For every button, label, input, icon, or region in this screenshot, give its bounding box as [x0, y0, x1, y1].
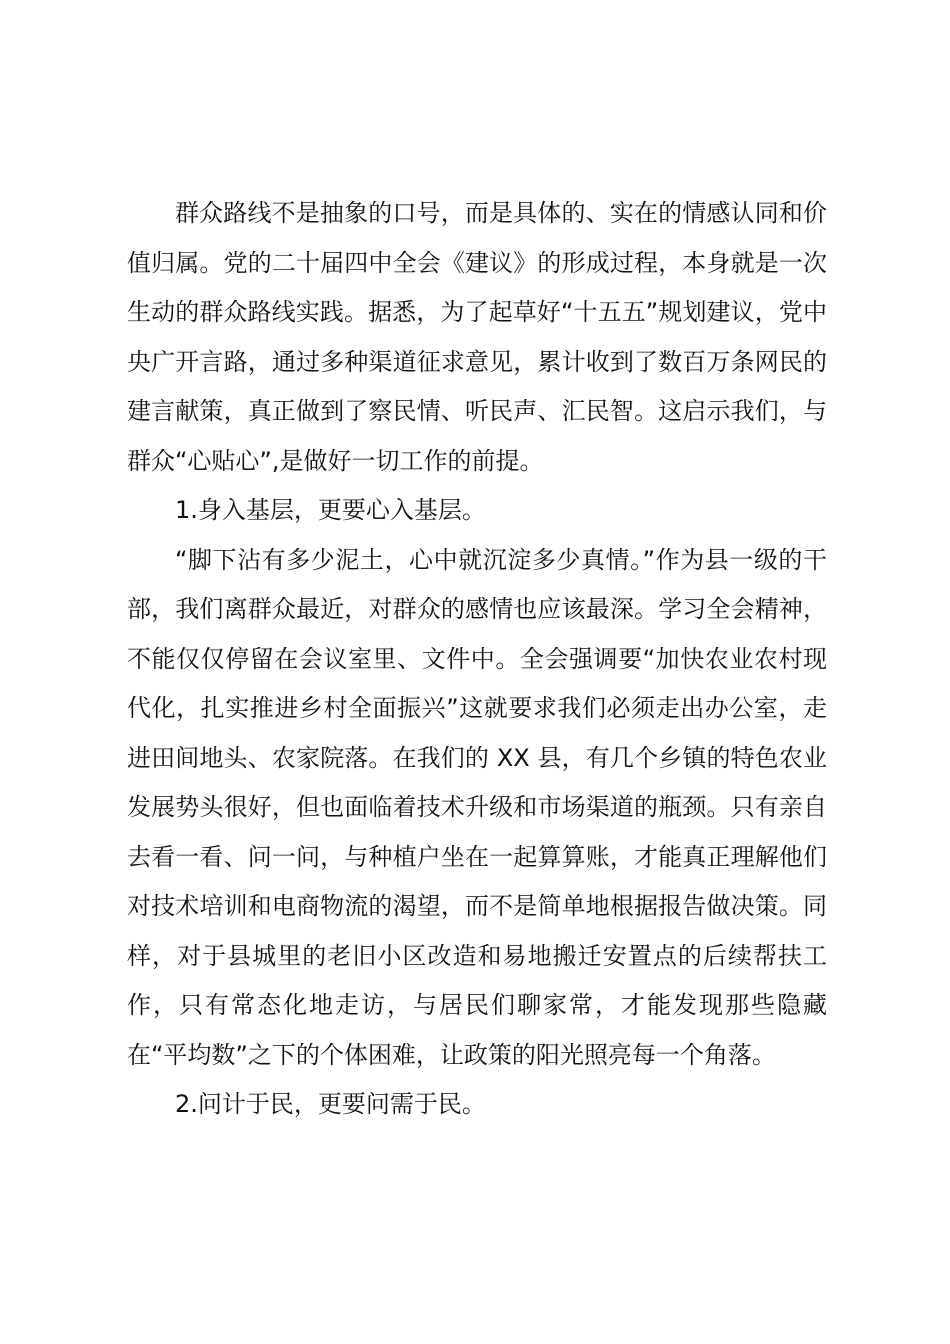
section-heading-1: 1.身入基层，更要心入基层。 [175, 496, 486, 524]
document-body [127, 189, 827, 1130]
paragraph-mass-line: 群众路线不是抽象的口号，而是具体的、实在的情感认同和价值归属。党的二十届四中全会《建议》的形成过程，本身就是一次生动的群众路线实践。据悉，为了起草好“十五五”规划建议，党中央广开言路，通过多种渠道征求意见，累计收到了数百万条网民的建言献策，真正做到了察民情、听民声、汇民智。这启示我们，与群众“心贴心”,是做好一切工作的前提。 [127, 199, 827, 475]
paragraph-grassroots: “脚下沾有多少泥土，心中就沉淀多少真情。”作为县一级的干部，我们离群众最近，对群众的感情也应该最深。学习全会精神，不能仅仅停留在会议室里、文件中。全会强调要“加快农业农村现代化，扎实推进乡村全面振兴”这就要求我们必须走出办公室，走进田间地头、农家院落。在我们的 XX 县，有几个乡镇的特色农业发展势头很好，但也面临着技术升级和市场渠道的瓶颈。只有亲自去看一看、问一问，与种植户坐在一起算算账，才能真正理解他们对技术培训和电商物流的渴望，而不是简单地根据报告做决策。同样，对于县城里的老旧小区改造和易地搬迁安置点的后续帮扶工作，只有常态化地走访，与居民们聊家常，才能发现那些隐藏在“平均数”之下的个体困难，让政策的阳光照亮每一个角落。 [127, 545, 827, 1069]
section-heading-2: 2.问计于民，更要问需于民。 [175, 1090, 486, 1118]
